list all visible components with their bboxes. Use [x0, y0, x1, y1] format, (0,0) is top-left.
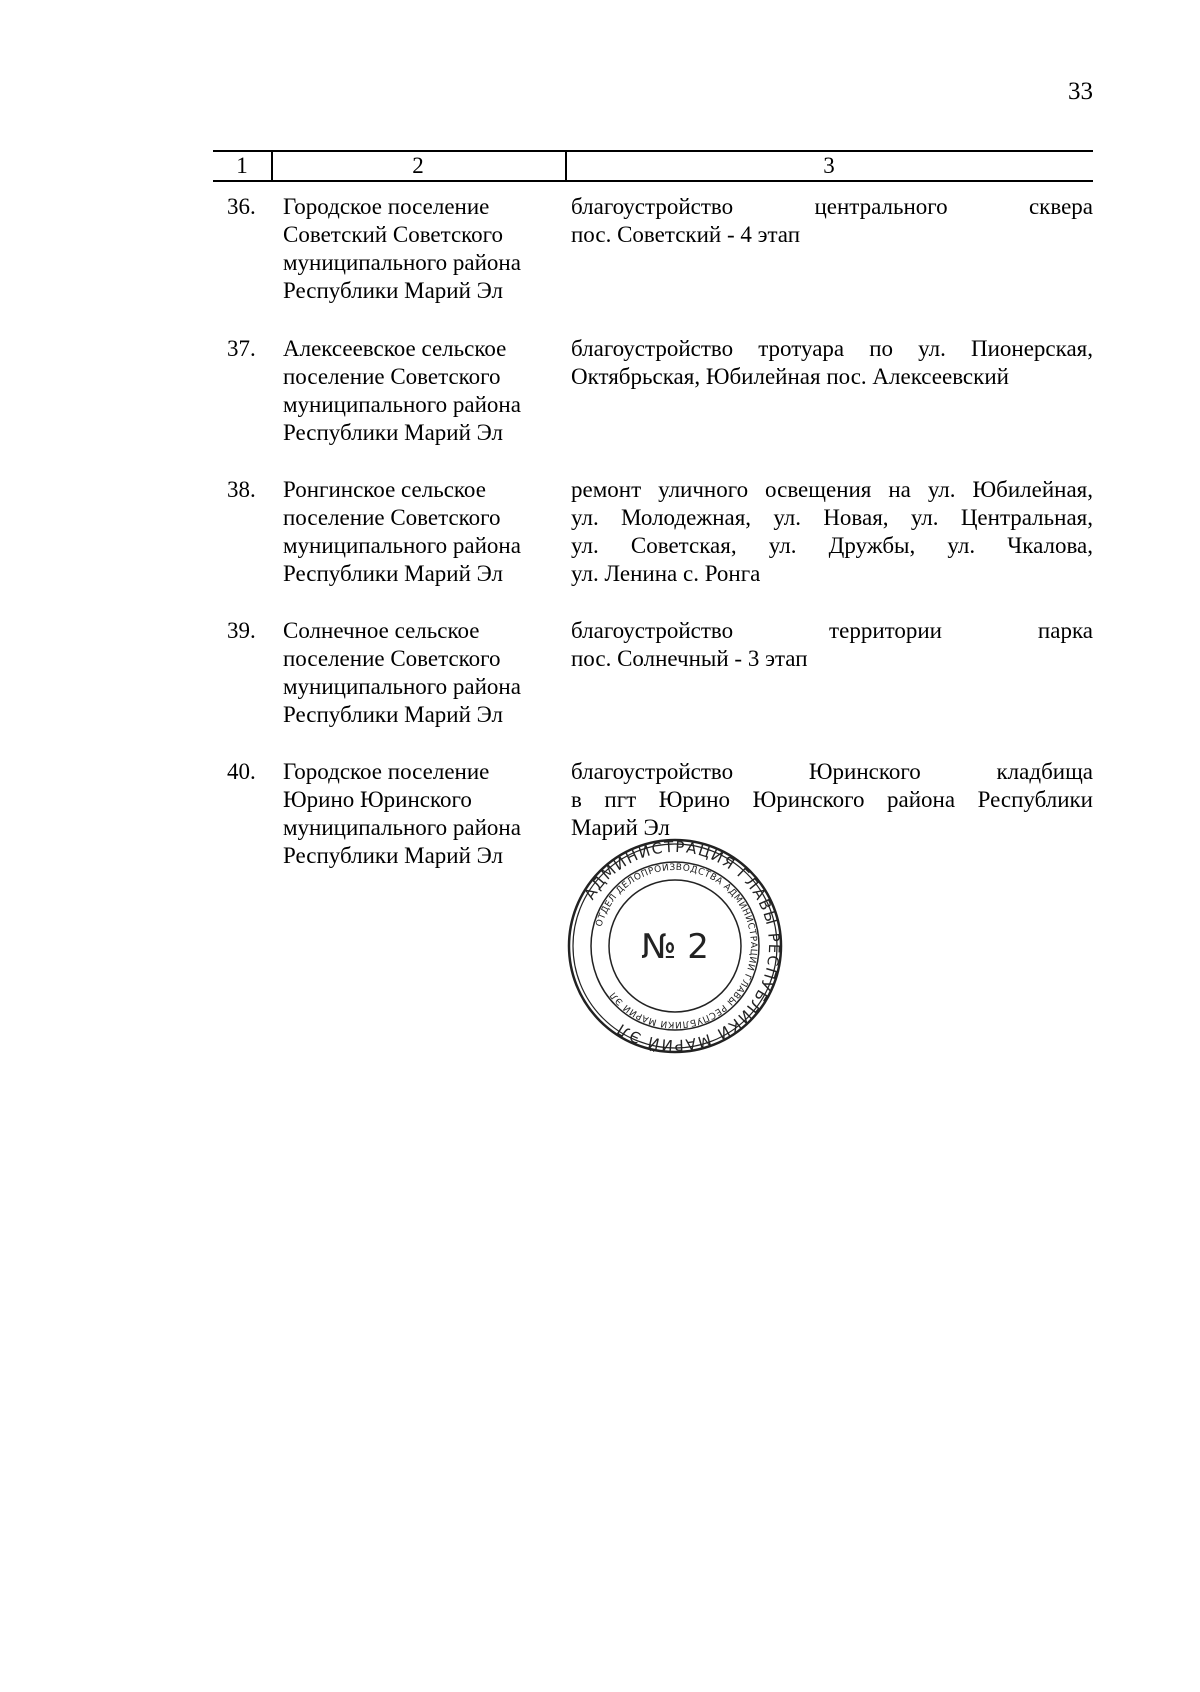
work-description: благоустройство центрального сквера пос. Советский - 4 этап: [571, 194, 1093, 247]
work-description: благоустройство тротуара по ул. Пионерская, Октябрьская, Юбилейная пос. Алексеевский: [571, 336, 1093, 389]
municipality-name: Городское поселение Советский Советского муниципального района Республики Марий Эл: [283, 194, 521, 303]
municipality-name: Алексеевское сельское поселение Советского муниципального района Республики Марий Эл: [283, 336, 521, 445]
stamp-inner-text: ОТДЕЛ ДЕЛОПРОИЗВОДСТВА АДМИНИСТРАЦИИ ГЛАВЫ РЕСПУБЛИКИ МАРИЙ ЭЛ: [594, 862, 759, 1030]
header-col-1: 1: [236, 153, 248, 178]
row-number: 39.: [227, 618, 256, 643]
municipality-name: Городское поселение Юрино Юринского муниципального района Республики Марий Эл: [283, 759, 521, 868]
page-number: 33: [1068, 78, 1093, 105]
table-header: [213, 150, 1093, 182]
header-col-2: 2: [412, 153, 424, 178]
municipality-name: Ронгинское сельское поселение Советского муниципального района Республики Марий Эл: [283, 477, 521, 586]
work-description: благоустройство Юринского кладбища в пгт Юрино Юринского района Республики Марий Эл: [571, 759, 1093, 840]
row-number: 36.: [227, 194, 256, 219]
stamp-number: № 2: [641, 927, 709, 967]
stamp-outer-text: АДМИНИСТРАЦИЯ ГЛАВЫ РЕСПУБЛИКИ МАРИЙ ЭЛ: [580, 837, 784, 1055]
work-description: благоустройство территории парка пос. Солнечный - 3 этап: [571, 618, 1093, 671]
row-number: 37.: [227, 336, 256, 361]
row-number: 38.: [227, 477, 256, 502]
work-description: ремонт уличного освещения на ул. Юбилейная, ул. Молодежная, ул. Новая, ул. Центральная, ул. Советская, ул. Дружбы, ул. Чкалова, ул. Ленина с. Ронга: [571, 477, 1093, 586]
official-stamp: [565, 836, 785, 1056]
row-number: 40.: [227, 759, 256, 784]
header-col-3: 3: [823, 153, 835, 178]
municipality-name: Солнечное сельское поселение Советского муниципального района Республики Марий Эл: [283, 618, 521, 727]
